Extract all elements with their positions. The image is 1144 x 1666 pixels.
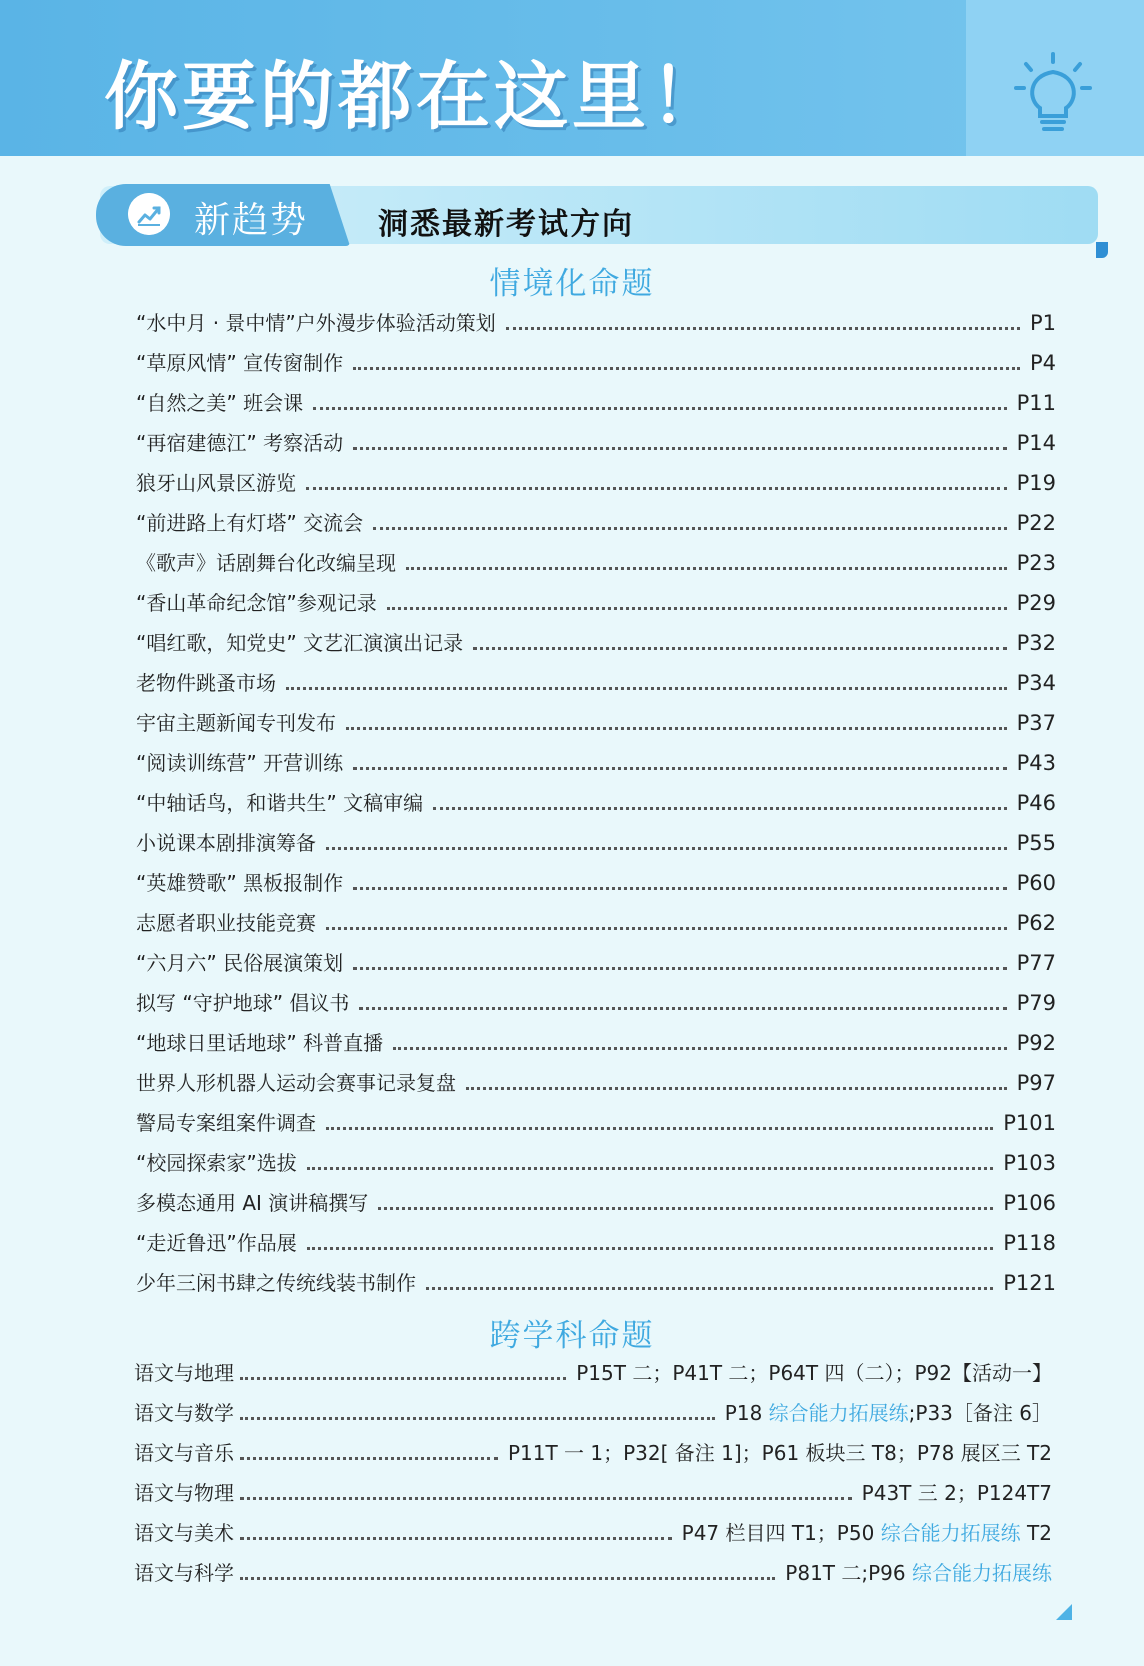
dot-leader xyxy=(353,767,1007,770)
page-corner-mark xyxy=(1056,1604,1072,1620)
toc-title: “六月六” 民俗展演策划 xyxy=(136,951,344,975)
dot-leader xyxy=(387,607,1007,610)
dot-leader xyxy=(466,1087,1007,1090)
cross-title: 语文与美术 xyxy=(134,1521,234,1545)
toc-row[interactable] xyxy=(136,1216,1056,1256)
toc-row[interactable] xyxy=(136,1176,1056,1216)
dot-leader xyxy=(353,967,1007,970)
toc-page: P118 xyxy=(1003,1231,1056,1255)
toc-row[interactable] xyxy=(136,416,1056,456)
dot-leader xyxy=(240,1417,715,1420)
toc-page: P55 xyxy=(1016,831,1056,855)
toc-title: “水中月 · 景中情”户外漫步体验活动策划 xyxy=(136,311,496,335)
toc-title: “香山革命纪念馆”参观记录 xyxy=(136,591,377,615)
toc-page: P34 xyxy=(1016,671,1056,695)
cross-row[interactable] xyxy=(134,1346,1052,1386)
toc-page: P22 xyxy=(1016,511,1056,535)
cross-pages xyxy=(775,1560,1052,1586)
dot-leader xyxy=(433,807,1007,810)
toc-row[interactable] xyxy=(136,696,1056,736)
toc-page: P32 xyxy=(1016,631,1056,655)
cross-pages-text: P47 栏目四 T1；P50 xyxy=(681,1521,881,1545)
toc-page: P103 xyxy=(1003,1151,1056,1175)
toc-title: “走近鲁迅”作品展 xyxy=(136,1231,297,1255)
cross-title: 语文与地理 xyxy=(134,1361,234,1385)
dot-leader xyxy=(406,567,1007,570)
cross-row[interactable] xyxy=(134,1386,1052,1426)
cross-row[interactable] xyxy=(134,1506,1052,1546)
toc-row[interactable] xyxy=(136,1096,1056,1136)
cross-pages xyxy=(852,1480,1052,1506)
dot-leader xyxy=(346,727,1007,730)
toc-page: P77 xyxy=(1016,951,1056,975)
toc-page: P46 xyxy=(1016,791,1056,815)
toc-title: “中轴话鸟，和谐共生” 文稿审编 xyxy=(136,791,424,815)
heading-cross: 跨学科命题 xyxy=(489,1318,655,1354)
dot-leader xyxy=(313,407,1007,410)
toc-title: “校园探索家”选拔 xyxy=(136,1151,297,1175)
cross-pages xyxy=(498,1440,1052,1466)
cross-title: 语文与物理 xyxy=(134,1481,234,1505)
toc-row[interactable] xyxy=(136,736,1056,776)
dot-leader xyxy=(240,1537,672,1540)
toc-title: 世界人形机器人运动会赛事记录复盘 xyxy=(136,1071,456,1095)
toc-title: 宇宙主题新闻专刊发布 xyxy=(136,711,336,735)
toc-title: 少年三闲书肆之传统线装书制作 xyxy=(136,1271,416,1295)
cross-row[interactable] xyxy=(134,1466,1052,1506)
cross-pages-text: P15T 二；P41T 二；P64T 四（二）；P92【活动一】 xyxy=(576,1361,1052,1385)
banner-title: 你要的都在这里！ xyxy=(104,54,728,140)
cross-highlight: 综合能力拓展练 xyxy=(912,1561,1052,1585)
toc-page: P23 xyxy=(1016,551,1056,575)
dot-leader xyxy=(326,847,1007,850)
toc-row[interactable] xyxy=(136,896,1056,936)
cross-pages xyxy=(672,1520,1052,1546)
toc-page: P19 xyxy=(1016,471,1056,495)
cross-title: 语文与科学 xyxy=(134,1561,234,1585)
cross-pages-text: P18 xyxy=(724,1401,769,1425)
toc-page: P14 xyxy=(1016,431,1056,455)
dot-leader xyxy=(506,327,1020,330)
toc-row[interactable] xyxy=(136,616,1056,656)
cross-row[interactable] xyxy=(134,1546,1052,1586)
toc-page: P121 xyxy=(1003,1271,1056,1295)
cross-pages-after: ;P33［备注 6］ xyxy=(908,1401,1052,1425)
toc-row[interactable] xyxy=(136,536,1056,576)
toc-page: P1 xyxy=(1029,311,1056,335)
toc-row[interactable] xyxy=(136,1136,1056,1176)
toc-row[interactable] xyxy=(136,816,1056,856)
dot-leader xyxy=(393,1047,1007,1050)
toc-title: 老物件跳蚤市场 xyxy=(136,671,276,695)
toc-row[interactable] xyxy=(136,1016,1056,1056)
cross-pages-text: P43T 三 2；P124T7 xyxy=(861,1481,1052,1505)
dot-leader xyxy=(353,447,1007,450)
toc-title: “前进路上有灯塔” 交流会 xyxy=(136,511,364,535)
toc-row[interactable] xyxy=(136,656,1056,696)
dot-leader xyxy=(353,367,1020,370)
section-subtitle: 洞悉最新考试方向 xyxy=(378,207,634,242)
cross-pages xyxy=(715,1400,1052,1426)
dot-leader xyxy=(373,527,1007,530)
header-banner xyxy=(0,0,1144,156)
toc-page: P79 xyxy=(1016,991,1056,1015)
toc-row[interactable] xyxy=(136,336,1056,376)
dot-leader xyxy=(307,1167,994,1170)
dot-leader xyxy=(426,1287,993,1290)
toc-page: P43 xyxy=(1016,751,1056,775)
toc-row[interactable] xyxy=(136,856,1056,896)
cross-title: 语文与音乐 xyxy=(134,1441,234,1465)
toc-row[interactable] xyxy=(136,1056,1056,1096)
toc-row[interactable] xyxy=(136,976,1056,1016)
heading-situational: 情境化命题 xyxy=(489,266,655,302)
toc-title: “自然之美” 班会课 xyxy=(136,391,304,415)
dot-leader xyxy=(473,647,1007,650)
toc-title: “英雄赞歌” 黑板报制作 xyxy=(136,871,344,895)
toc-title: 多模态通用 AI 演讲稿撰写 xyxy=(136,1191,369,1215)
toc-title: 狼牙山风景区游览 xyxy=(136,471,296,495)
section-label: 新趋势 xyxy=(194,200,309,241)
toc-title: “草原风情” 宣传窗制作 xyxy=(136,351,344,375)
toc-row[interactable] xyxy=(136,936,1056,976)
cross-highlight: 综合能力拓展练 xyxy=(880,1521,1021,1545)
cross-highlight: 综合能力拓展练 xyxy=(768,1401,909,1425)
dot-leader xyxy=(359,1007,1006,1010)
toc-page: P97 xyxy=(1016,1071,1056,1095)
toc-title: 警局专案组案件调查 xyxy=(136,1111,316,1135)
dot-leader xyxy=(307,1247,994,1250)
toc-page: P29 xyxy=(1016,591,1056,615)
dot-leader xyxy=(240,1377,566,1380)
toc-title: “阅读训练营” 开营训练 xyxy=(136,751,344,775)
toc-title: 《歌声》话剧舞台化改编呈现 xyxy=(136,551,396,575)
cross-row[interactable] xyxy=(134,1426,1052,1466)
toc-row[interactable] xyxy=(136,376,1056,416)
lightbulb-icon xyxy=(1014,52,1092,136)
toc-row[interactable] xyxy=(136,1256,1056,1296)
toc-row[interactable] xyxy=(136,296,1056,336)
toc-page: P62 xyxy=(1016,911,1056,935)
dot-leader xyxy=(326,1127,993,1130)
toc-page: P11 xyxy=(1016,391,1056,415)
toc-page: P92 xyxy=(1016,1031,1056,1055)
dot-leader xyxy=(240,1457,498,1460)
toc-page: P106 xyxy=(1003,1191,1056,1215)
toc-page: P37 xyxy=(1016,711,1056,735)
toc-title: “地球日里话地球” 科普直播 xyxy=(136,1031,384,1055)
dot-leader xyxy=(378,1207,993,1210)
cross-pages-text: P11T 一 1；P32[ 备注 1]；P61 板块三 T8；P78 展区三 T2 xyxy=(507,1441,1052,1465)
dot-leader xyxy=(306,487,1007,490)
toc-title: “再宿建德江” 考察活动 xyxy=(136,431,344,455)
cross-pages xyxy=(566,1360,1052,1386)
toc-title: 志愿者职业技能竞赛 xyxy=(136,911,316,935)
toc-row[interactable] xyxy=(136,576,1056,616)
section-bar-tab xyxy=(1096,242,1108,258)
cross-pages-text: P81T 二;P96 xyxy=(785,1561,912,1585)
toc-row[interactable] xyxy=(136,496,1056,536)
dot-leader xyxy=(286,687,1007,690)
toc-page: P4 xyxy=(1029,351,1056,375)
cross-pages-after: T2 xyxy=(1020,1521,1052,1545)
dot-leader xyxy=(240,1577,775,1580)
toc-title: 拟写 “守护地球” 倡议书 xyxy=(136,991,350,1015)
dot-leader xyxy=(326,927,1007,930)
toc-page: P101 xyxy=(1003,1111,1056,1135)
cross-title: 语文与数学 xyxy=(134,1401,234,1425)
toc-row[interactable] xyxy=(136,776,1056,816)
toc-title: “唱红歌，知党史” 文艺汇演演出记录 xyxy=(136,631,464,655)
dot-leader xyxy=(240,1497,852,1500)
dot-leader xyxy=(353,887,1007,890)
toc-title: 小说课本剧排演筹备 xyxy=(136,831,316,855)
toc-row[interactable] xyxy=(136,456,1056,496)
toc-page: P60 xyxy=(1016,871,1056,895)
trend-chart-icon xyxy=(128,193,170,235)
